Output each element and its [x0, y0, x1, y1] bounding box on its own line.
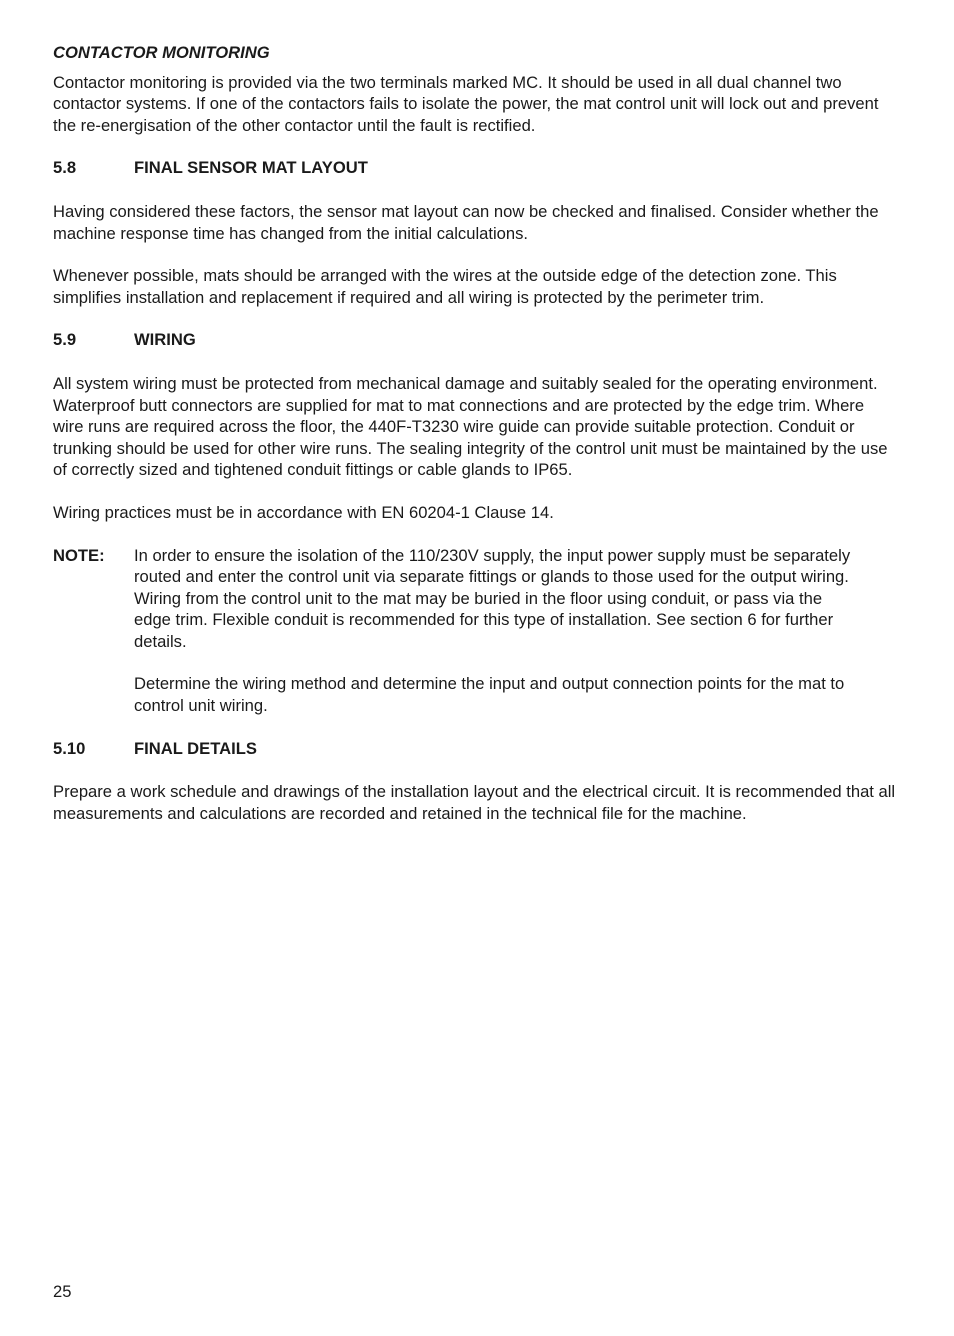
- document-page: [53, 42, 898, 824]
- page-number: 25: [53, 1282, 72, 1301]
- contactor-monitoring-paragraph: Contactor monitoring is provided via the two terminals marked MC. It should be used in all dual channel two contactor systems. If one of the contactors fails to isolate the power, the mat control unit will lock out and prevent the re-energisation of the other contactor until the fault is rectified.: [53, 72, 879, 135]
- section-number: 5.10: [53, 738, 86, 758]
- section-title: WIRING: [134, 330, 196, 350]
- section-title: FINAL DETAILS: [134, 738, 257, 758]
- section-5-8-paragraph-1: Having considered these factors, the sensor mat layout can now be checked and finalised. Consider whether the machine response time has changed from the initial calculations.: [53, 201, 879, 243]
- section-5-8-heading: [53, 157, 898, 179]
- section-5-8-paragraph-2: Whenever possible, mats should be arranged with the wires at the outside edge of the detection zone. This simplifies installation and replacement if required and all wiring is protected by the perimeter trim.: [53, 266, 837, 307]
- note-paragraph-2: Determine the wiring method and determine the input and output connection points for the mat to control unit wiring.: [134, 674, 845, 716]
- section-5-9-paragraph-2: Wiring practices must be in accordance with EN 60204-1 Clause 14.: [53, 502, 554, 522]
- wiring-note: [53, 545, 898, 717]
- section-5-9-paragraph-1: All system wiring must be protected from mechanical damage and suitably sealed for the operating environment. Waterproof butt connectors are supplied for mat to mat connections and are protected by the edge trim. Where wire runs are required across the floor, the 440F-T3230 wire guide can provide suitable protection. Conduit or trunking should be used for other wire runs. The sealing integrity of the control unit must be maintained by the use of correctly sized and tightened conduit fittings or cable glands to IP65.: [53, 373, 888, 480]
- contactor-monitoring-heading: CONTACTOR MONITORING: [53, 43, 270, 62]
- note-label: NOTE:: [53, 545, 105, 565]
- section-5-9-heading: [53, 329, 898, 351]
- section-number: 5.9: [53, 330, 77, 350]
- section-5-10-paragraph-1: Prepare a work schedule and drawings of the installation layout and the electrical circuit. It is recommended that all measurements and calculations are recorded and retained in the technical file for the machine.: [53, 782, 896, 823]
- section-title: FINAL SENSOR MAT LAYOUT: [134, 158, 368, 178]
- section-number: 5.8: [53, 158, 77, 178]
- note-body: [134, 545, 898, 717]
- section-5-10-heading: [53, 738, 898, 760]
- note-paragraph-1: In order to ensure the isolation of the 110/230V supply, the input power supply must be separately routed and enter the control unit via separate fittings or glands to those used for the output wiring. Wiring from the control unit to the mat may be buried in the floor using conduit, or pass via the edge trim. Flexible conduit is recommended for this type of installation. See section 6 for further details.: [134, 545, 851, 651]
